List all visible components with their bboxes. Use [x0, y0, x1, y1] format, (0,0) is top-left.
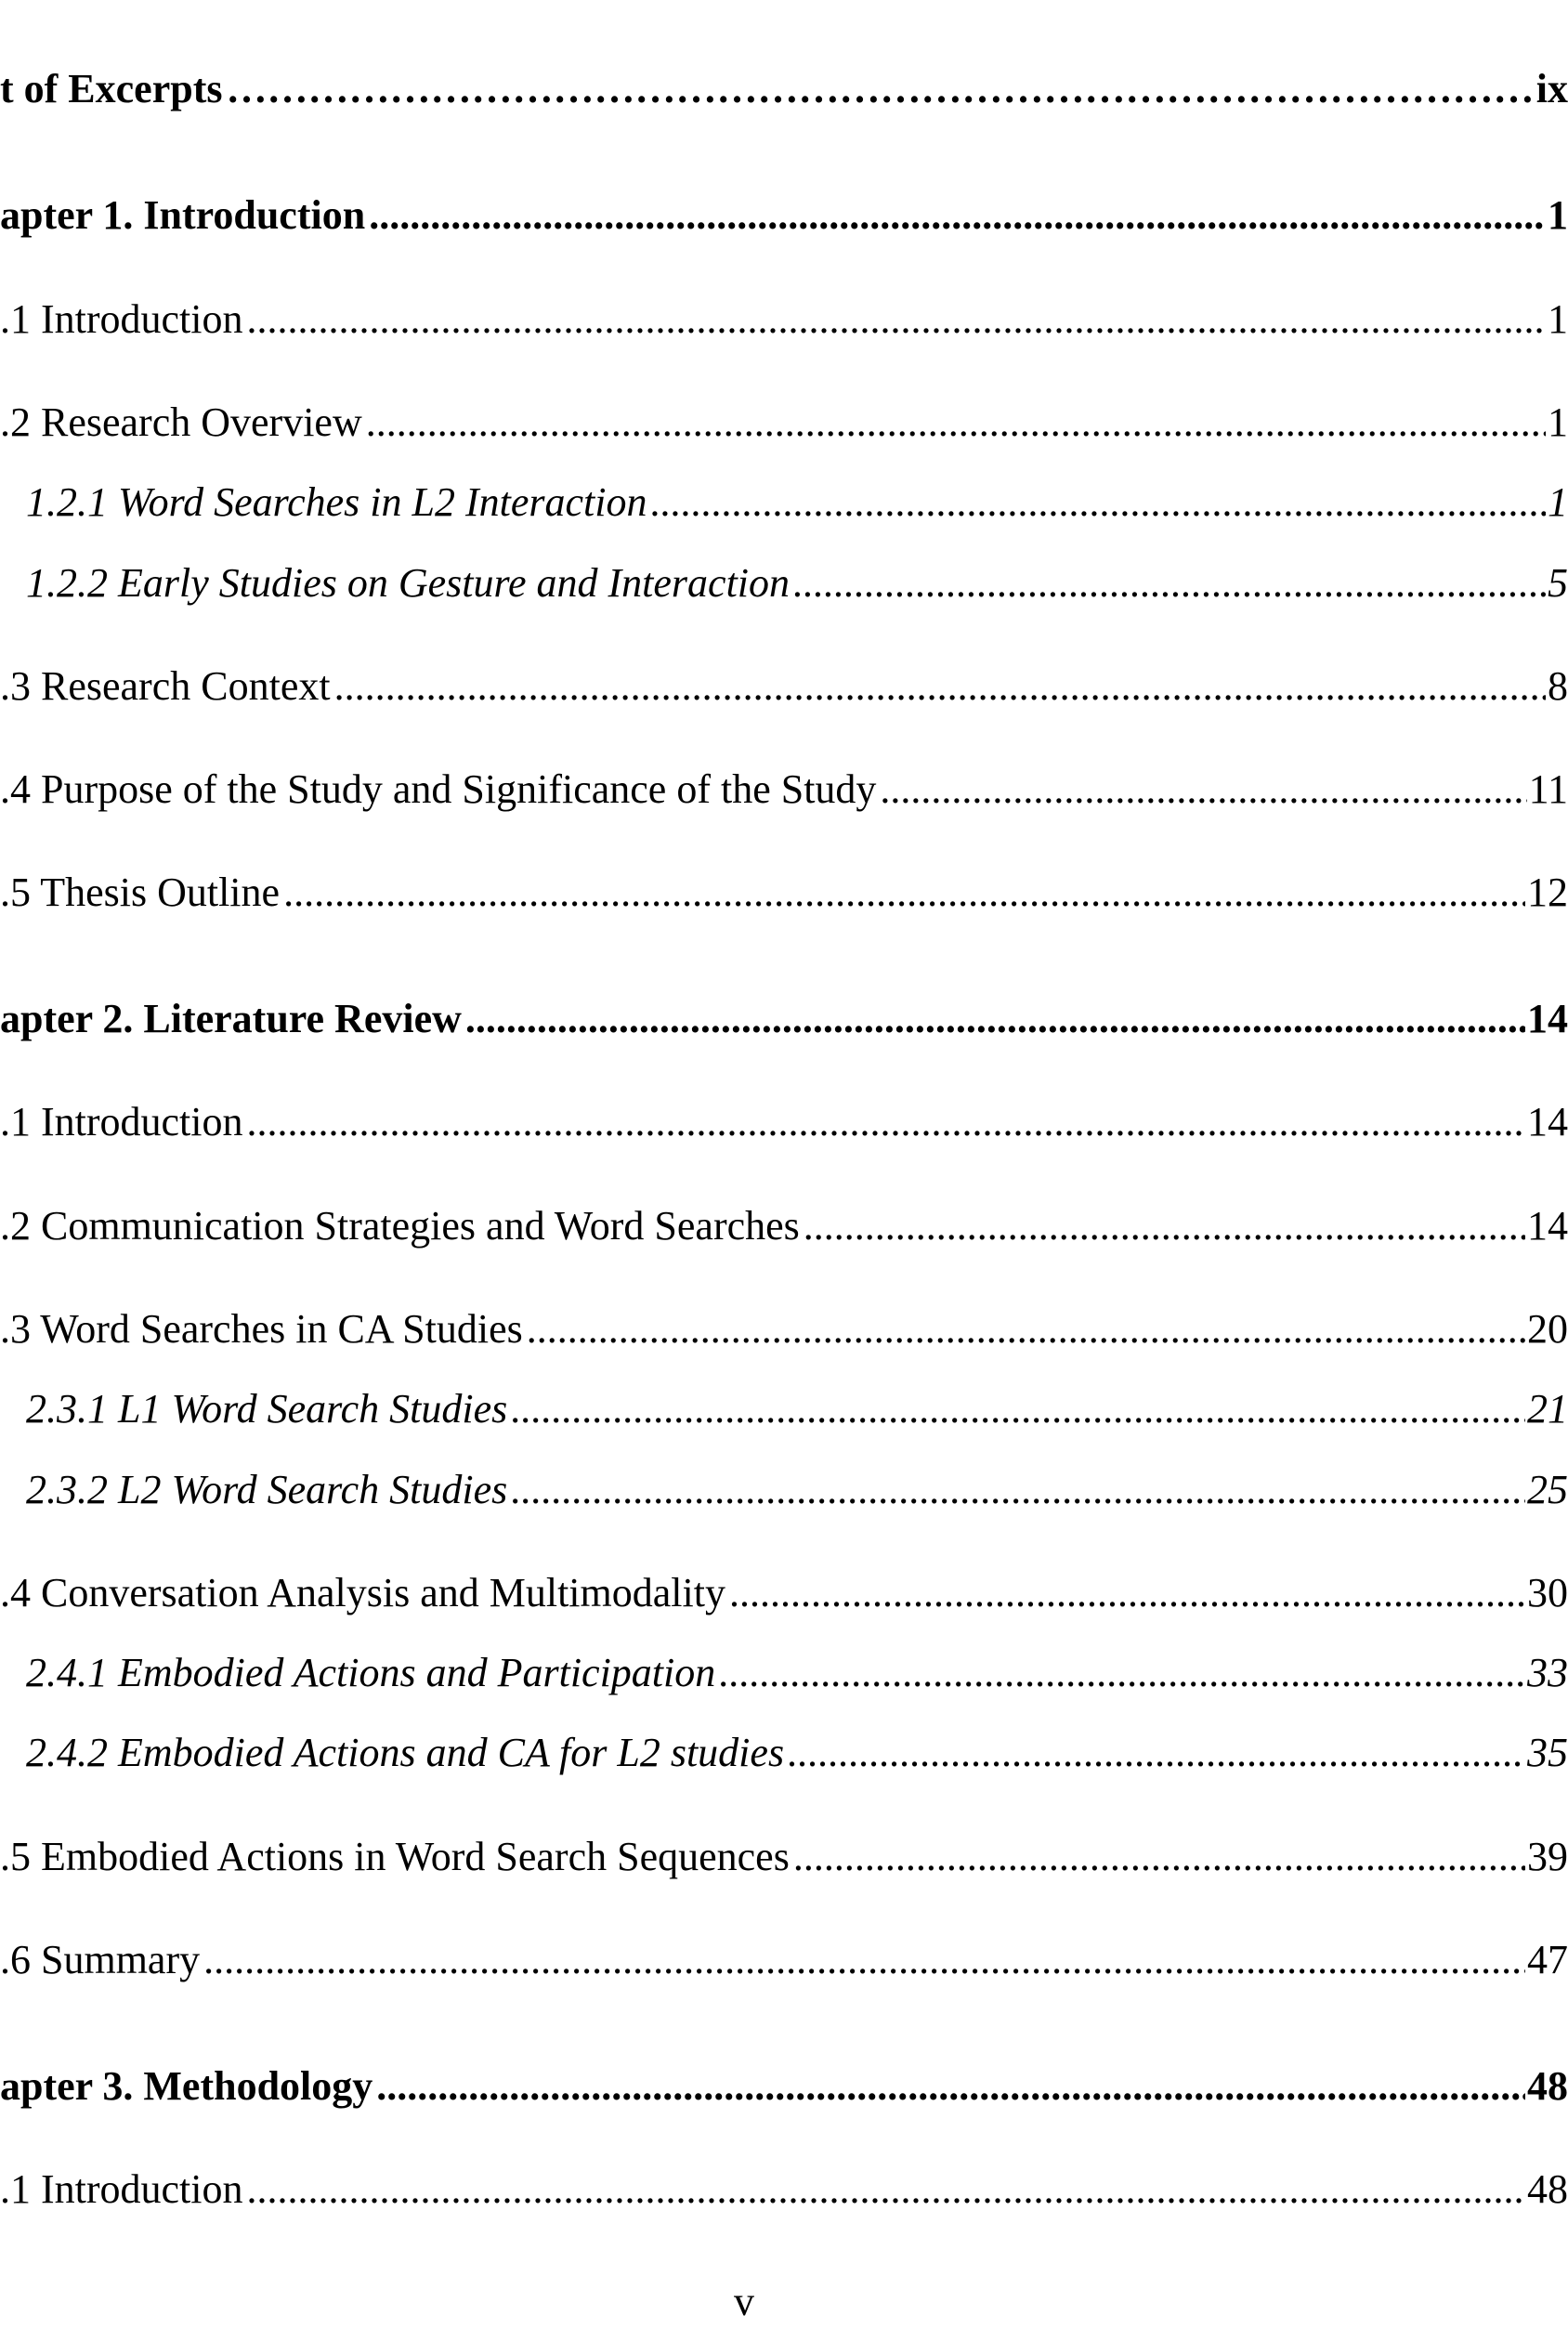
toc-label: .5 Embodied Actions in Word Search Sequences: [0, 1834, 790, 1879]
toc-entry-2-5[interactable]: [0, 1831, 1568, 1883]
toc-page: 39: [1527, 1834, 1568, 1879]
toc-entry-2-4[interactable]: [0, 1567, 1568, 1619]
toc-page: 8: [1548, 663, 1568, 709]
toc-label: 2.4.1 Embodied Actions and Participation: [26, 1650, 716, 1695]
toc-label: .4 Purpose of the Study and Significance of the Study: [0, 766, 877, 812]
toc-label: .1 Introduction: [0, 1099, 243, 1144]
toc-entry-list-of-excerpts[interactable]: [0, 63, 1568, 115]
toc-page: 35: [1527, 1730, 1568, 1775]
toc-page: 47: [1527, 1937, 1568, 1982]
toc-label: .4 Conversation Analysis and Multimodality: [0, 1570, 725, 1615]
toc-label: apter 2. Literature Review: [0, 996, 462, 1041]
toc-entry-2-3-1[interactable]: [26, 1383, 1568, 1435]
toc-page: 14: [1527, 1203, 1568, 1249]
toc-entry-2-4-1[interactable]: [26, 1647, 1568, 1699]
toc-label: 2.3.1 L1 Word Search Studies: [26, 1386, 508, 1432]
toc-leader: [247, 1096, 1525, 1148]
toc-label: apter 3. Methodology: [0, 2063, 373, 2109]
toc-label: .2 Research Overview: [0, 399, 362, 445]
toc-leader: [247, 294, 1546, 346]
toc-label: .3 Word Searches in CA Studies: [0, 1306, 523, 1352]
toc-page: 11: [1528, 766, 1568, 812]
toc-leader: [227, 63, 1535, 115]
toc-entry-1-2-2[interactable]: [26, 557, 1568, 609]
toc-entry-chapter-2[interactable]: [0, 993, 1568, 1045]
toc-leader: [719, 1647, 1525, 1699]
toc-leader: [334, 660, 1546, 713]
toc-label: t of Excerpts: [0, 66, 223, 111]
toc-page: 48: [1527, 2063, 1568, 2109]
toc-leader: [247, 2164, 1525, 2216]
toc-entry-1-4[interactable]: [0, 764, 1568, 816]
toc-entry-chapter-1[interactable]: [0, 190, 1568, 242]
toc-leader: [465, 993, 1525, 1045]
toc-page: 33: [1527, 1650, 1568, 1695]
toc-page: 30: [1527, 1570, 1568, 1615]
toc-leader: [511, 1464, 1525, 1516]
page-number: v: [734, 2279, 754, 2324]
toc-page: 1: [1548, 399, 1568, 445]
toc-leader: [527, 1303, 1525, 1355]
toc-leader: [793, 557, 1546, 609]
toc-label: 1.2.1 Word Searches in L2 Interaction: [26, 479, 647, 525]
toc-leader: [511, 1383, 1525, 1435]
toc-entry-2-1[interactable]: [0, 1096, 1568, 1148]
toc-leader: [203, 1934, 1525, 1986]
toc-leader: [376, 2060, 1525, 2112]
toc-page: 1: [1548, 192, 1568, 238]
toc-page: 48: [1527, 2166, 1568, 2212]
toc-page: 21: [1527, 1386, 1568, 1432]
toc-leader: [651, 477, 1546, 529]
toc-label: 2.4.2 Embodied Actions and CA for L2 studies: [26, 1730, 785, 1775]
toc-entry-1-1[interactable]: [0, 294, 1568, 346]
toc-entry-3-1[interactable]: [0, 2164, 1568, 2216]
toc-page: 14: [1527, 996, 1568, 1041]
toc-page: 5: [1548, 560, 1568, 606]
toc-label: .1 Introduction: [0, 296, 243, 342]
toc-leader: [793, 1831, 1525, 1883]
toc-leader: [880, 764, 1526, 816]
toc-leader: [729, 1567, 1525, 1619]
toc-label: .1 Introduction: [0, 2166, 243, 2212]
toc-entry-2-4-2[interactable]: [26, 1727, 1568, 1779]
toc-label: .2 Communication Strategies and Word Searches: [0, 1203, 800, 1249]
toc-page: 25: [1527, 1467, 1568, 1512]
toc-entry-chapter-3[interactable]: [0, 2060, 1568, 2112]
toc-page: 1: [1548, 479, 1568, 525]
toc-leader: [788, 1727, 1525, 1779]
toc-page: ix: [1535, 66, 1568, 111]
toc-entry-1-2-1[interactable]: [26, 477, 1568, 529]
toc-page: 12: [1527, 870, 1568, 915]
toc-leader: [366, 397, 1546, 449]
toc-label: apter 1. Introduction: [0, 192, 366, 238]
toc-entry-1-5[interactable]: [0, 867, 1568, 919]
toc-leader: [804, 1200, 1525, 1252]
toc-label: .3 Research Context: [0, 663, 331, 709]
toc-label: .5 Thesis Outline: [0, 870, 281, 915]
toc-page: 20: [1527, 1306, 1568, 1352]
toc-entry-1-2[interactable]: [0, 397, 1568, 449]
toc-entry-2-3-2[interactable]: [26, 1464, 1568, 1516]
toc-page: 1: [1548, 296, 1568, 342]
toc-label: 2.3.2 L2 Word Search Studies: [26, 1467, 508, 1512]
toc-label: 1.2.2 Early Studies on Gesture and Interaction: [26, 560, 791, 606]
toc-entry-2-2[interactable]: [0, 1200, 1568, 1252]
toc-entry-1-3[interactable]: [0, 660, 1568, 713]
toc-leader: [283, 867, 1525, 919]
toc-page: 14: [1527, 1099, 1568, 1144]
toc-entry-2-6[interactable]: [0, 1934, 1568, 1986]
toc-entry-2-3[interactable]: [0, 1303, 1568, 1355]
toc-leader: [369, 190, 1546, 242]
toc-label: .6 Summary: [0, 1937, 201, 1982]
